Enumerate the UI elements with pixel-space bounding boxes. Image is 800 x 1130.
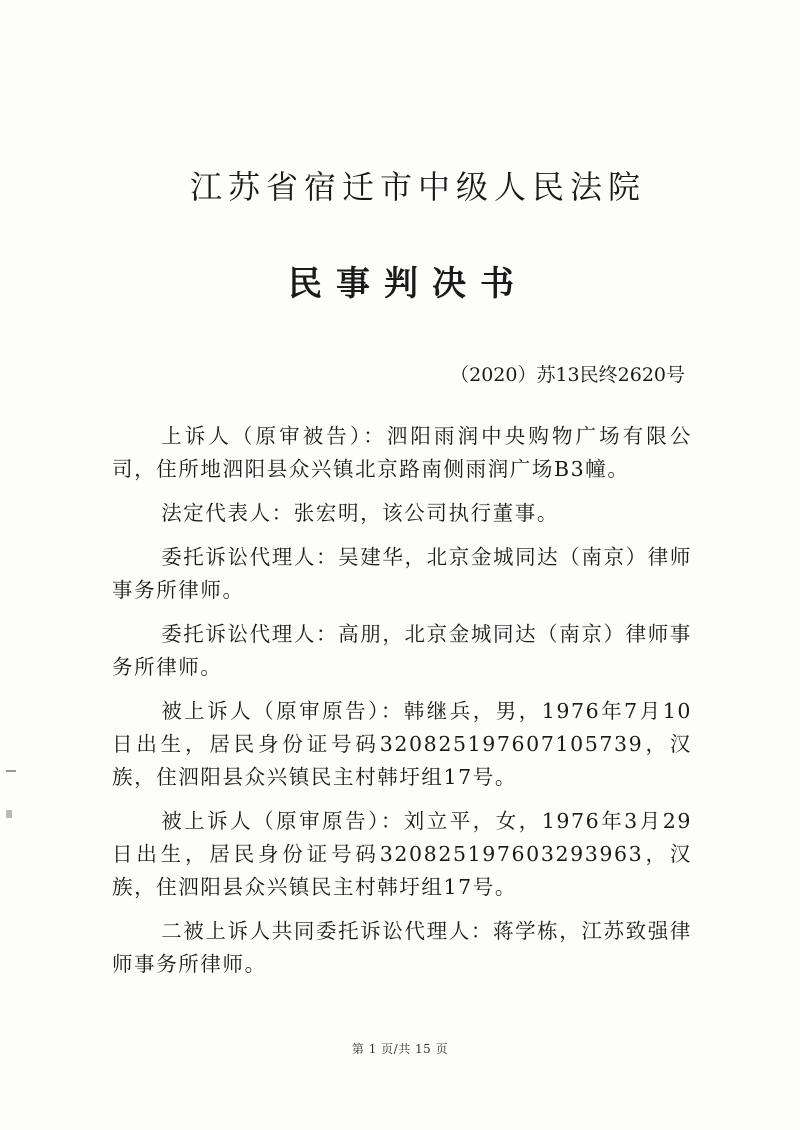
court-name: 江苏省宿迁市中级人民法院: [190, 168, 647, 206]
case-number: （2020）苏13民终2620号: [450, 364, 685, 386]
party-information: [112, 420, 692, 992]
document-title: 民事判决书: [288, 264, 528, 304]
paragraph-appellee-liu: 被上诉人（原审原告）：刘立平，女，1976年3月29日出生，居民身份证号码320825197603293963，汉族，住泗阳县众兴镇民主村韩圩组17号。: [112, 809, 692, 899]
scan-margin-mark: [6, 810, 12, 818]
scan-margin-mark: [6, 770, 16, 772]
paragraph-joint-agent: 二被上诉人共同委托诉讼代理人：蒋学栋，江苏致强律师事务所律师。: [112, 919, 692, 976]
paragraph-legal-representative: 法定代表人：张宏明，该公司执行董事。: [161, 501, 559, 525]
page-indicator: 第 1 页/共 15 页: [351, 1042, 449, 1056]
paragraph-agent-gao: 委托诉讼代理人：高朋，北京金城同达（南京）律师事务所律师。: [112, 622, 692, 679]
paragraph-appellee-han: 被上诉人（原审原告）：韩继兵，男，1976年7月10日出生，居民身份证号码320825197607105739，汉族，住泗阳县众兴镇民主村韩圩组17号。: [112, 699, 692, 789]
paragraph-appellant: 上诉人（原审被告）：泗阳雨润中央购物广场有限公司，住所地泗阳县众兴镇北京路南侧雨润广场B3幢。: [112, 424, 692, 481]
paragraph-agent-wu: 委托诉讼代理人：吴建华，北京金城同达（南京）律师事务所律师。: [112, 545, 692, 602]
